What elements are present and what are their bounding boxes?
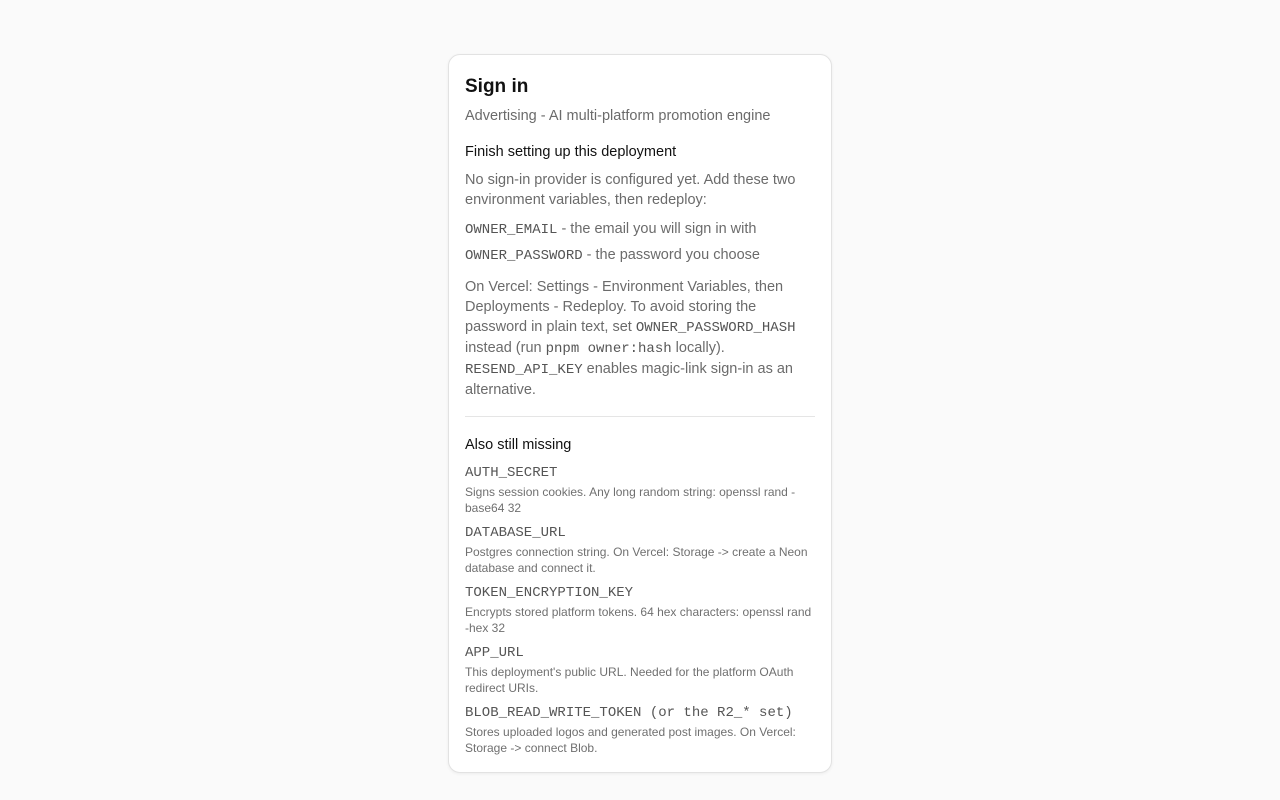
note-text: locally). <box>671 340 725 356</box>
missing-var-desc: Encrypts stored platform tokens. 64 hex characters: openssl rand -hex 32 <box>465 605 812 635</box>
list-item <box>465 585 815 636</box>
missing-var-desc: Signs session cookies. Any long random string: openssl rand -base64 32 <box>465 485 796 515</box>
var-name: OWNER_EMAIL <box>465 222 558 238</box>
note-text: instead (run <box>465 340 546 356</box>
note-code-password-hash: OWNER_PASSWORD_HASH <box>635 320 796 336</box>
missing-var-desc: Stores uploaded logos and generated post images. On Vercel: Storage -> connect Blob. <box>465 725 796 755</box>
missing-heading: Also still missing <box>465 437 572 453</box>
sign-in-card <box>448 54 832 773</box>
page-title: Sign in <box>465 76 529 97</box>
setup-intro: No sign-in provider is configured yet. Add these two environment variables, then redeploy: <box>465 172 796 208</box>
list-item <box>465 465 815 516</box>
var-desc: - the email you will sign in with <box>557 221 757 237</box>
missing-var-desc: This deployment's public URL. Needed for the platform OAuth redirect URIs. <box>465 665 794 695</box>
var-name: OWNER_PASSWORD <box>465 248 583 264</box>
missing-var-name: APP_URL <box>465 645 524 661</box>
note-text: On Vercel: Settings - Environment Variables, then Deployments - Redeploy. To avoid storing the password in plain text, set <box>465 279 784 335</box>
missing-var-desc: Postgres connection string. On Vercel: Storage -> create a Neon database and connect it. <box>465 545 808 575</box>
var-desc: - the password you choose <box>582 247 760 263</box>
required-vars-list <box>465 217 815 269</box>
missing-var-name: DATABASE_URL <box>465 525 566 541</box>
setup-heading: Finish setting up this deployment <box>465 144 677 160</box>
section-divider <box>465 416 815 417</box>
list-item <box>465 645 815 696</box>
note-code-resend-key: RESEND_API_KEY <box>465 362 583 378</box>
required-var-owner-password <box>465 243 815 269</box>
note-text: enables magic-link sign-in as an alternative. <box>465 361 793 398</box>
missing-var-name: BLOB_READ_WRITE_TOKEN (or the R2_* set) <box>465 705 793 721</box>
note-code-command: pnpm owner:hash <box>545 341 672 357</box>
setup-note <box>465 277 815 400</box>
missing-var-name: TOKEN_ENCRYPTION_KEY <box>465 585 634 601</box>
list-item <box>465 525 815 576</box>
app-subtitle: Advertising - AI multi-platform promotion engine <box>465 108 771 124</box>
missing-vars-list <box>465 465 815 756</box>
required-var-owner-email <box>465 217 815 243</box>
list-item <box>465 705 815 756</box>
missing-var-name: AUTH_SECRET <box>465 465 558 481</box>
